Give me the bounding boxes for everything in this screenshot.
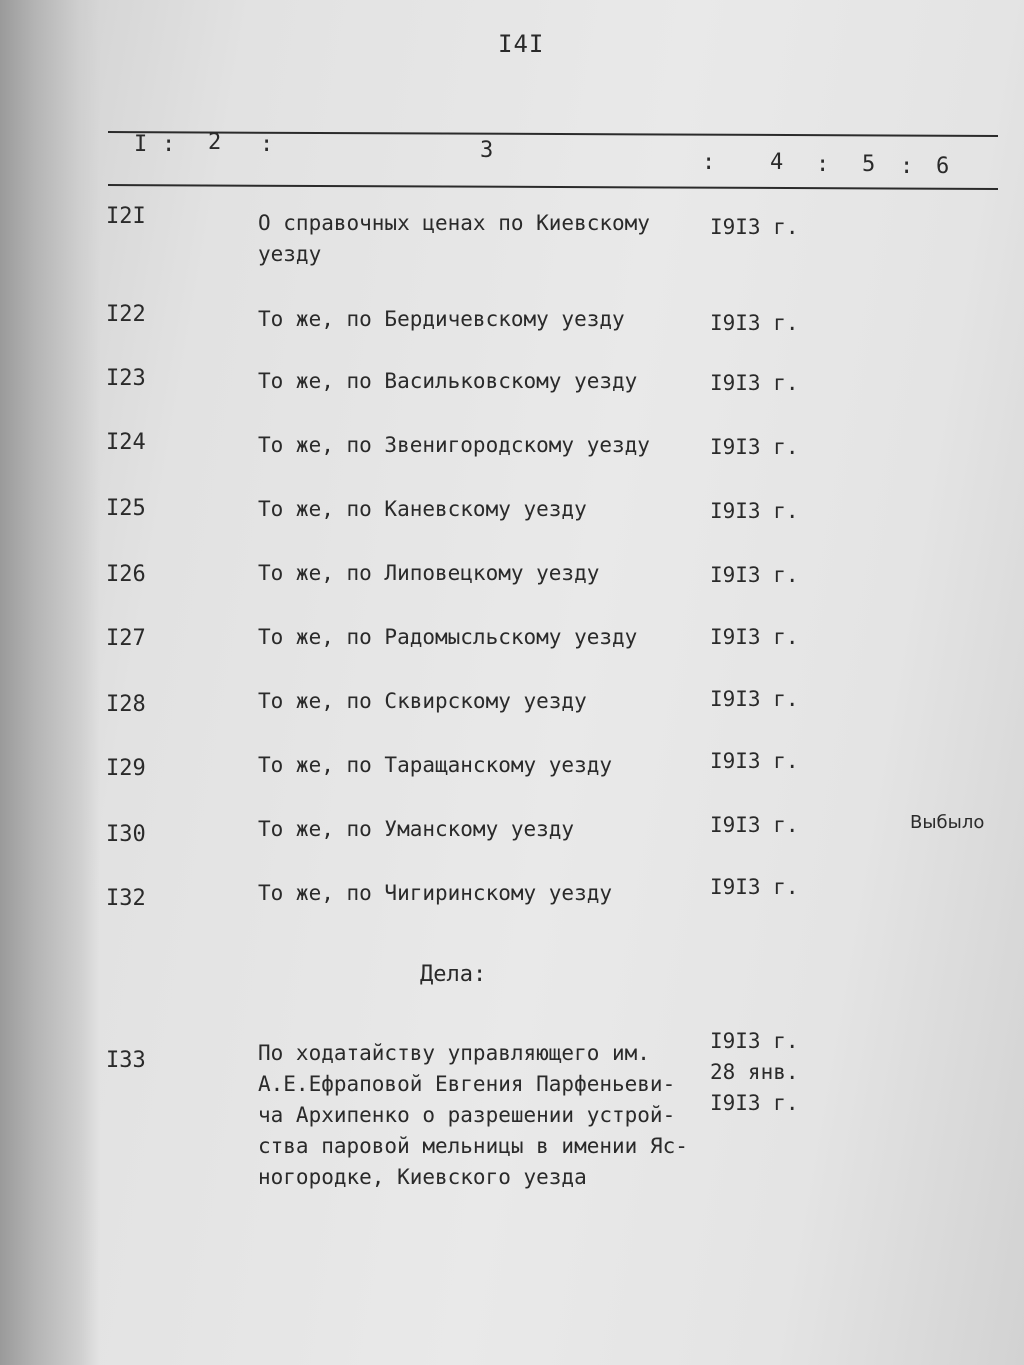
row-date: I9I3 г. [710,215,799,239]
header-col3: 3 [480,138,494,163]
header-separator: : [702,150,716,175]
page-binding-shadow [0,0,100,1365]
row-date: I9I3 г. 28 янв. I9I3 г. [710,1029,799,1115]
row-date: I9I3 г. [710,813,799,837]
row-date: I9I3 г. [710,311,799,335]
row-title: То же, по Каневскому уезду [258,497,587,521]
header-separator: : [260,132,274,157]
row-number: I25 [106,496,146,521]
row-date: I9I3 г. [710,435,799,459]
header-separator: : [900,154,914,179]
row-number: I23 [106,366,146,391]
page-number: I4I [498,30,545,58]
row-title: То же, по Чигиринскому уезду [258,881,613,905]
row-date: I9I3 г. [710,687,799,711]
row-number: I29 [106,756,146,781]
row-number: I33 [106,1048,146,1073]
section-heading: Дела: [420,962,487,987]
header-col2: 2 [208,130,222,155]
row-title: То же, по Звенигородскому уезду [258,433,650,457]
row-date: I9I3 г. [710,371,799,395]
row-title: О справочных ценах по Киевскому уезду [258,211,650,266]
table-header-bottom-rule [108,184,998,190]
row-status-note: Выбыло [910,812,985,833]
header-col4: 4 [770,150,784,175]
row-number: I22 [106,302,146,327]
row-number: I24 [106,430,146,455]
row-date: I9I3 г. [710,875,799,899]
row-date: I9I3 г. [710,499,799,523]
header-col1: I [134,132,148,157]
row-number: I32 [106,886,146,911]
row-title: То же, по Уманскому уезду [258,817,575,841]
row-title: То же, по Васильковскому уезду [258,369,638,393]
archive-page [90,0,1024,1365]
row-date: I9I3 г. [710,625,799,649]
header-separator: : [162,132,176,157]
row-title: То же, по Сквирскому уезду [258,689,587,713]
row-title: По ходатайству управляющего им. А.Е.Ефраповой Евгения Парфеньеви- ча Архипенко о разрешении устрой- ства паровой мельницы в имении Яс- ногородке, Киевского уезда [258,1041,688,1189]
row-number: I27 [106,626,146,651]
row-title: То же, по Бердичевскому уезду [258,307,625,331]
row-number: I26 [106,562,146,587]
row-title: То же, по Липовецкому уезду [258,561,600,585]
table-header-top-rule [108,131,998,137]
row-number: I28 [106,692,146,717]
header-separator: : [816,152,830,177]
header-col5: 5 [862,152,876,177]
row-title: То же, по Таращанскому уезду [258,753,613,777]
row-number: I30 [106,822,146,847]
row-date: I9I3 г. [710,749,799,773]
header-col6: 6 [936,154,950,179]
row-date: I9I3 г. [710,563,799,587]
row-number: I2I [106,204,146,229]
row-title: То же, по Радомысльскому уезду [258,625,638,649]
